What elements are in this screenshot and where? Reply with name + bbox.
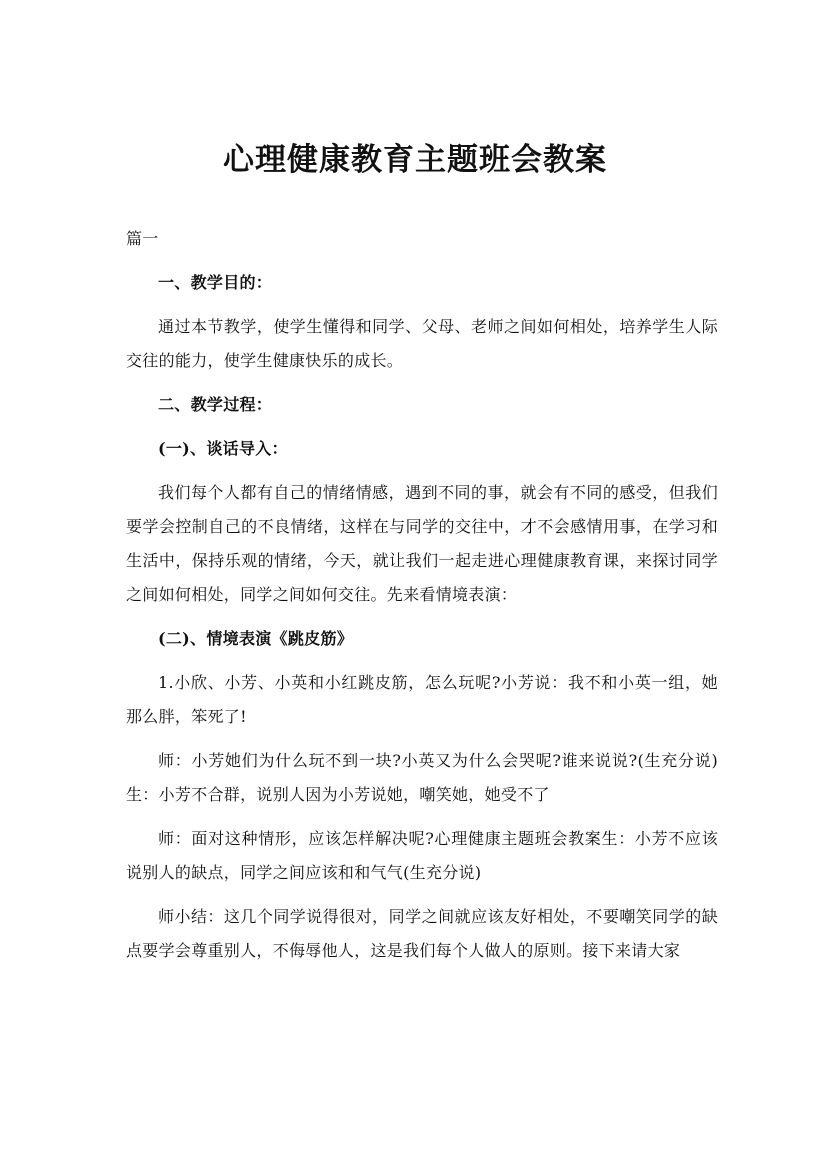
paragraph-intro-talk: 我们每个人都有自己的情绪情感，遇到不同的事，就会有不同的感受，但我们要学会控制自己的不良情绪，这样在与同学的交往中，才不会感情用事，在学习和生活中，保持乐观的情绪，今天，就让我们一起走进心理健康教育课，来探讨同学之间如何相处，同学之间如何交往。先来看情境表演： <box>126 483 718 604</box>
heading-role-play: (二)、情境表演《跳皮筋》 <box>158 629 354 648</box>
paragraph-teacher-question: 师：小芳她们为什么玩不到一块?小英又为什么会哭呢?谁来说说?(生充分说) 生：小芳不合群，说别人因为小芳说她，嘲笑她，她受不了 <box>126 751 718 804</box>
paragraph-teacher-solution: 师：面对这种情形，应该怎样解决呢?心理健康主题班会教案生：小芳不应该说别人的缺点，同学之间应该和和气气(生充分说) <box>126 829 718 882</box>
page-title: 心理健康教育主题班会教案 <box>223 142 607 178</box>
heading-intro-talk: (一)、谈话导入： <box>158 439 288 458</box>
document-body <box>126 222 718 978</box>
heading-teaching-process: 二、教学过程： <box>158 395 273 414</box>
heading-teaching-goal: 一、教学目的： <box>158 273 273 292</box>
section-label: 篇一 <box>126 229 159 248</box>
paragraph-role-play-1: 1.小欣、小芳、小英和小红跳皮筋，怎么玩呢?小芳说：我不和小英一组，她那么胖，笨死了! <box>126 673 718 726</box>
paragraph-teaching-goal: 通过本节教学，使学生懂得和同学、父母、老师之间如何相处，培养学生人际交往的能力，使学生健康快乐的成长。 <box>126 317 718 370</box>
paragraph-teacher-summary: 师小结：这几个同学说得很对，同学之间就应该友好相处，不要嘲笑同学的缺点要学会尊重别人，不侮辱他人，这是我们每个人做人的原则。接下来请大家 <box>126 907 718 960</box>
